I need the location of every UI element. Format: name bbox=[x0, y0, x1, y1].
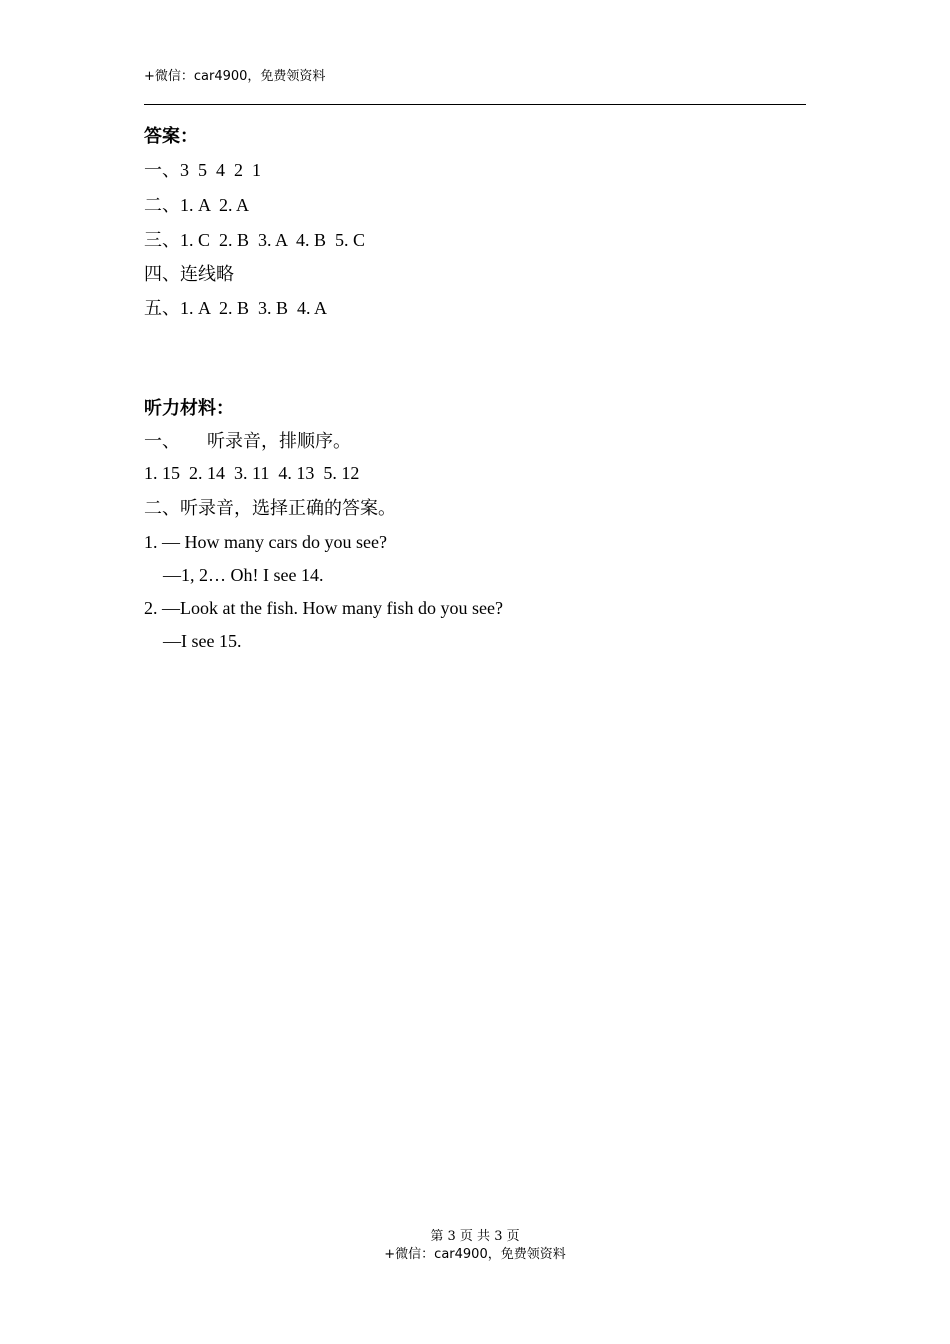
page-number bbox=[0, 1228, 950, 1246]
listening-question-1: 1. — How many cars do you see? bbox=[144, 532, 387, 552]
answer-line-2: 二、1. A 2. A bbox=[144, 195, 250, 215]
header-watermark: +微信：car4900，免费领资料 bbox=[144, 69, 326, 84]
answer-line-4: 四、连线略 bbox=[144, 264, 234, 284]
listening-section1-heading: 一、 听录音，排顺序。 bbox=[144, 431, 351, 451]
listening-question-2: 2. —Look at the fish. How many fish do you see? bbox=[144, 598, 503, 618]
header-divider bbox=[144, 104, 806, 105]
listening-answer-1: —1, 2… Oh! I see 14. bbox=[163, 565, 324, 585]
listening-answer-2: —I see 15. bbox=[163, 631, 242, 651]
answer-line-5: 五、1. A 2. B 3. B 4. A bbox=[144, 298, 328, 318]
listening-section1-content: 1. 15 2. 14 3. 11 4. 13 5. 12 bbox=[144, 463, 360, 483]
answer-line-1: 一、3 5 4 2 1 bbox=[144, 160, 261, 180]
footer-watermark: +微信：car4900，免费领资料 bbox=[384, 1247, 566, 1262]
listening-title: 听力材料： bbox=[144, 398, 234, 418]
answers-title: 答案： bbox=[144, 126, 198, 146]
listening-section2-heading: 二、听录音，选择正确的答案。 bbox=[144, 498, 396, 518]
answer-line-3: 三、1. C 2. B 3. A 4. B 5. C bbox=[144, 230, 366, 250]
page-number-label: 第 3 页 共 3 页 bbox=[430, 1229, 520, 1244]
